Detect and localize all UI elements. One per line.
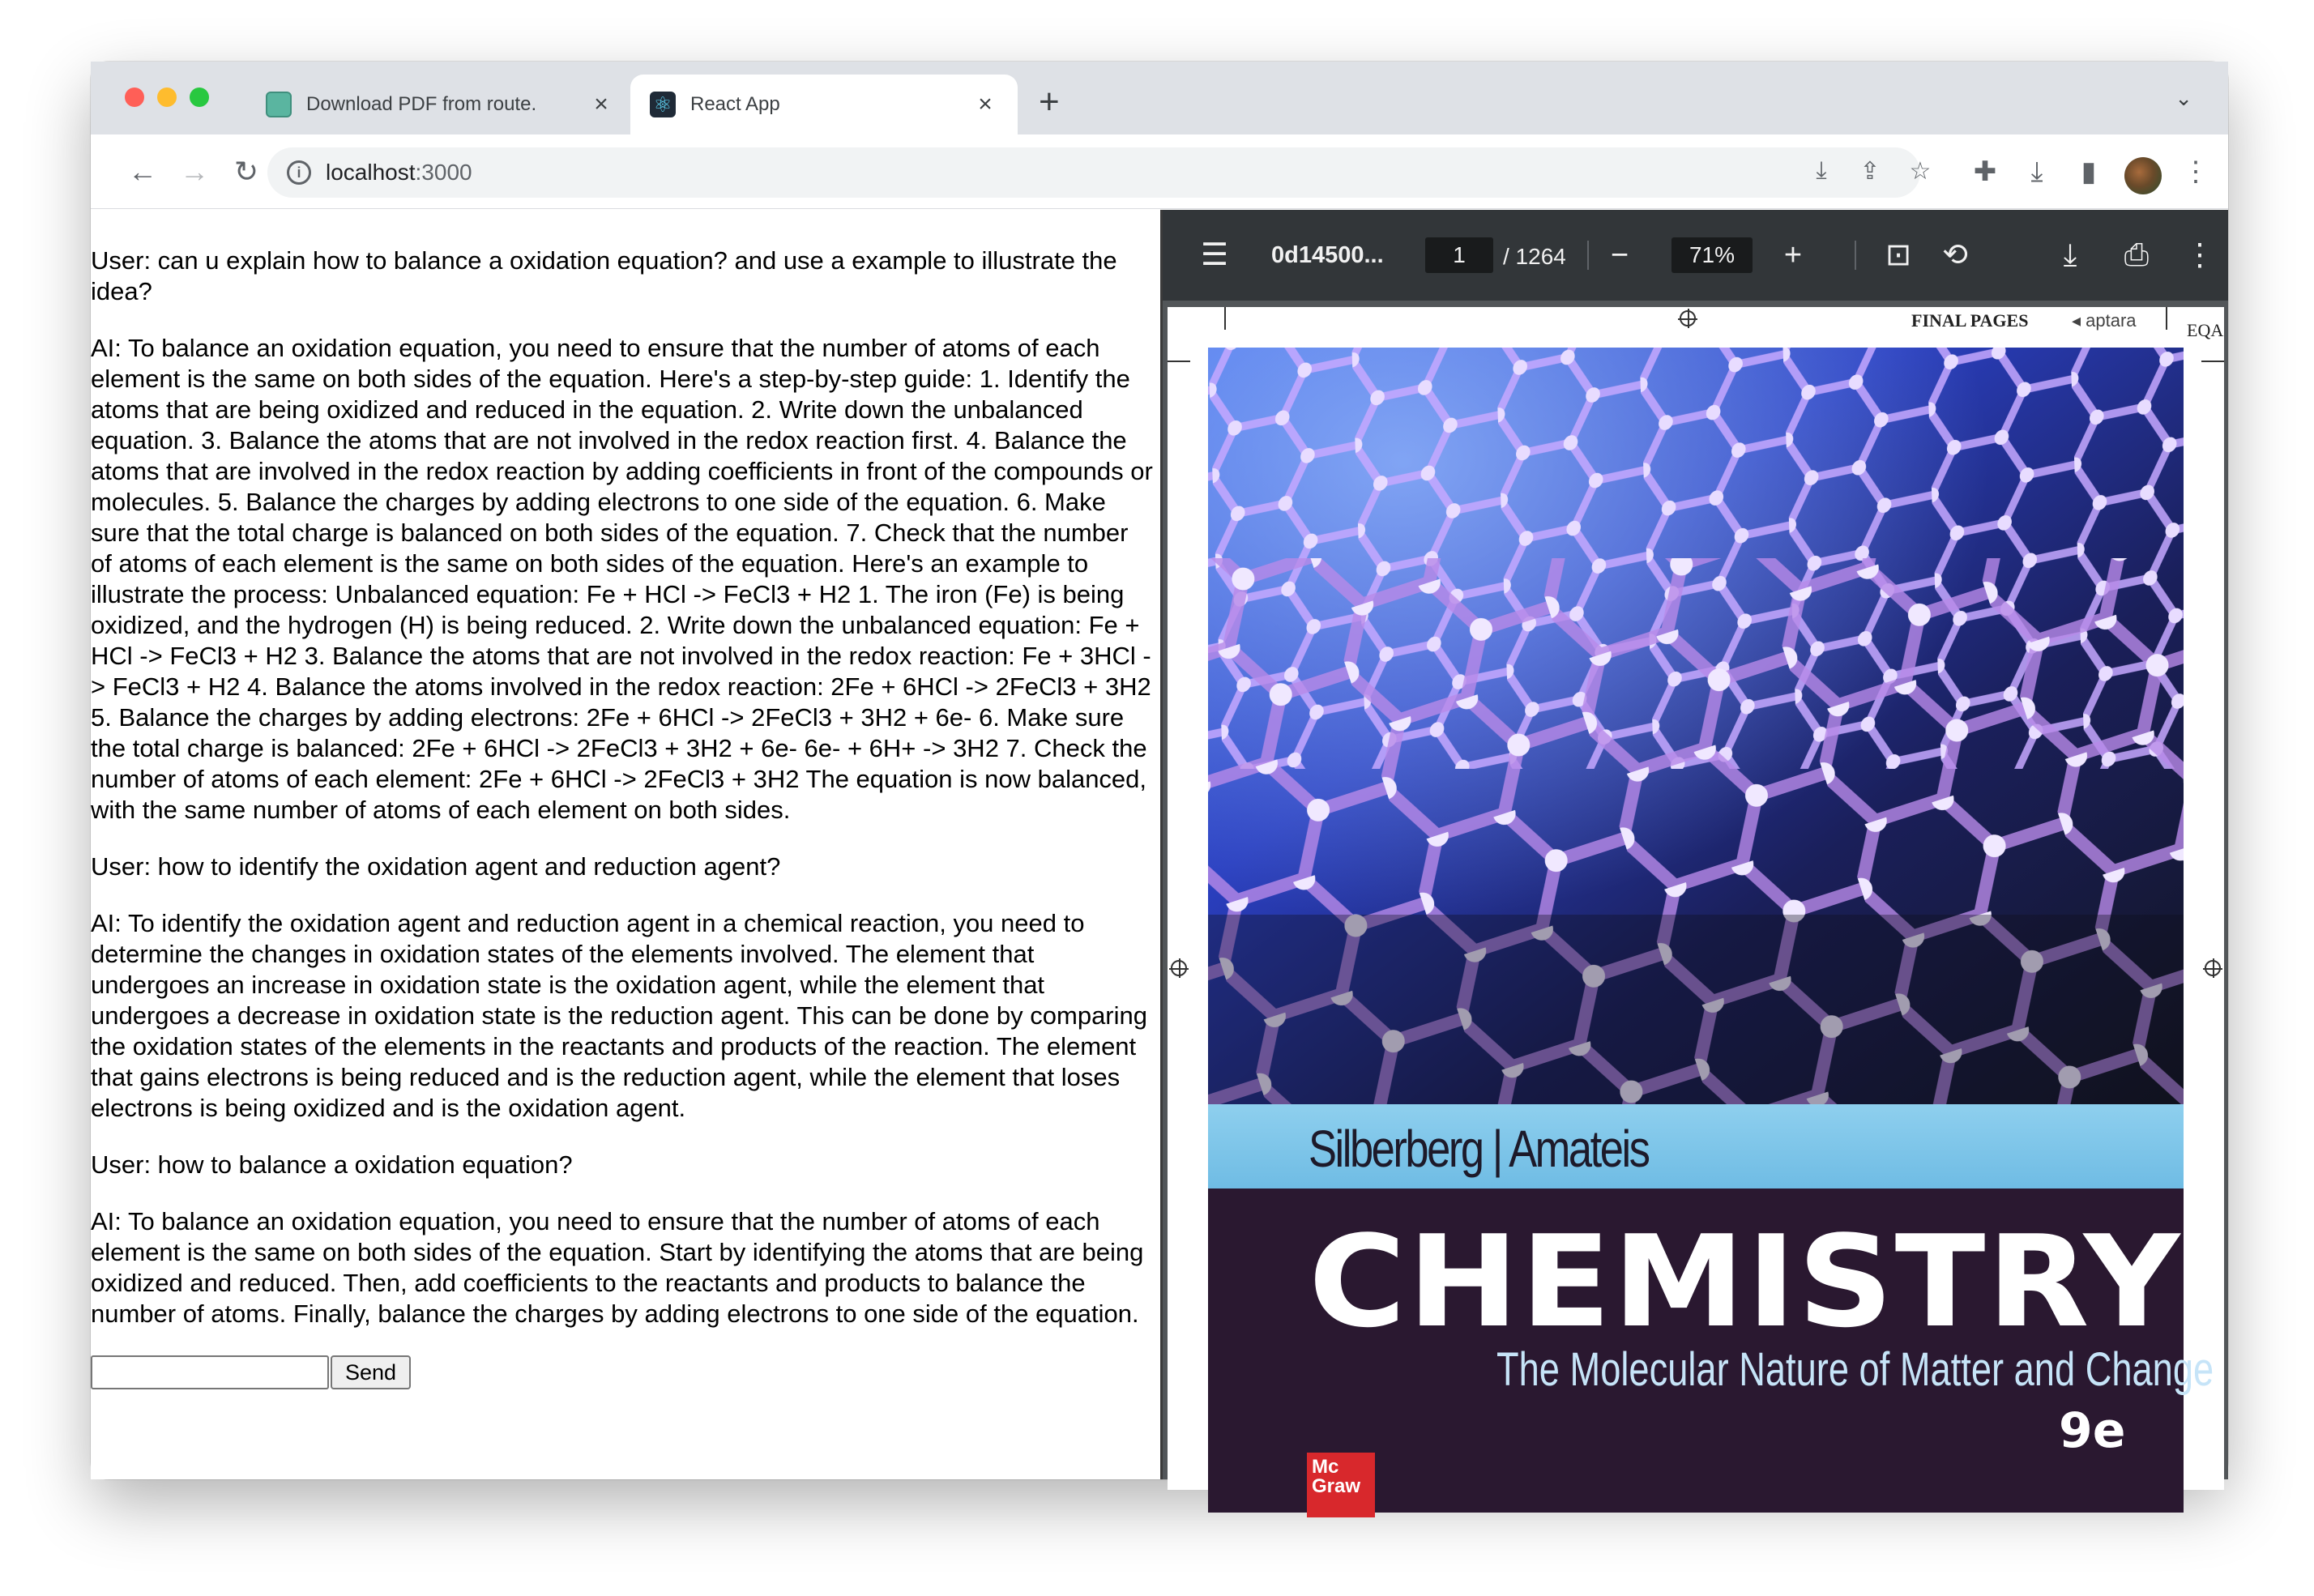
cover-edition: 9e [2059, 1402, 2126, 1459]
chat-message-user: User: can u explain how to balance a oxidation equation? and use a example to illustrate the idea? [91, 246, 1117, 305]
chat-panel [91, 210, 1160, 1479]
share-icon[interactable]: ⇪ [1859, 158, 1881, 185]
registration-mark-icon [2205, 960, 2221, 976]
zoom-level-input[interactable] [1671, 237, 1753, 273]
kebab-menu-icon[interactable]: ⋮ [2182, 156, 2209, 187]
profile-avatar[interactable] [2124, 157, 2162, 194]
aptara-logo: ◂ aptara [2072, 310, 2137, 331]
side-panel-icon[interactable]: ▮ [2081, 156, 2097, 187]
tab-strip [91, 62, 2228, 134]
pdf-viewer [1160, 210, 2228, 1497]
cover-subtitle: The Molecular Nature of Matter and Change [1496, 1343, 2214, 1396]
toolbar-divider [1587, 241, 1589, 270]
toolbar-divider [1855, 241, 1856, 270]
fit-to-page-icon[interactable]: ⊡ [1885, 238, 1911, 272]
forward-arrow-icon[interactable]: → [180, 155, 209, 188]
chat-message-ai: AI: To balance an oxidation equation, you need to ensure that the number of atoms of each element is the same on both sides of the equation. Start by identifying the atoms that are being oxidized and reduced. Then, add coefficients to the reactants and products to balance the number of atoms. Finally, balance the charges by adding electrons to one side of the equation. [91, 1207, 1144, 1328]
tab-title: Download PDF from route. [306, 93, 537, 115]
address-bar[interactable] [267, 147, 1932, 198]
react-icon: ⚛ [650, 92, 676, 117]
window-close-button[interactable] [125, 87, 144, 107]
send-button[interactable]: Send [331, 1355, 411, 1389]
final-pages-mark: FINAL PAGES [1911, 310, 2029, 331]
hamburger-menu-icon[interactable]: ☰ [1200, 238, 1229, 272]
chat-message-user: User: how to identify the oxidation agent and reduction agent? [91, 852, 781, 881]
crop-mark [1224, 307, 1226, 330]
browser-window [91, 62, 2228, 1497]
crop-mark [1168, 361, 1190, 362]
zoom-out-icon[interactable]: − [1610, 238, 1629, 272]
tab-react-app[interactable] [630, 75, 1018, 134]
download-icon[interactable]: ⤓ [2063, 238, 2077, 272]
reload-icon[interactable]: ↻ [233, 155, 259, 188]
new-tab-button[interactable]: + [1039, 82, 1060, 122]
chat-form [91, 1355, 1155, 1389]
eqa-mark: EQA [2187, 320, 2224, 340]
crop-mark [2166, 307, 2167, 330]
page-content [91, 210, 2228, 1497]
zoom-in-icon[interactable]: + [1783, 238, 1803, 272]
pdf-toolbar [1163, 210, 2228, 301]
url-host: localhost [326, 160, 416, 185]
chevron-down-icon[interactable]: ⌄ [2175, 86, 2192, 110]
back-arrow-icon[interactable]: ← [128, 155, 157, 188]
aptara-label: aptara [2086, 310, 2137, 331]
bookmark-star-icon[interactable]: ☆ [1909, 158, 1932, 185]
chat-message-ai: AI: To identify the oxidation agent and reduction agent in a chemical reaction, you need to determine the changes in oxidation states of the elements involved. The element that undergoes an increase in oxidation state is the oxidation agent, while the element that undergoes a decrease in oxidation state is the reduction agent. This can be done by comparing the oxidation states of the elements in the reactants and products of the reaction. The element that gains electrons is being reduced and is the reduction agent, while the element that loses electrons is being oxidized and is the oxidation agent. [91, 909, 1147, 1122]
cover-molecular-art [1208, 348, 2184, 1109]
chat-message-ai: AI: To balance an oxidation equation, you need to ensure that the number of atoms of each element is the same on both sides of the equation. Here's a step-by-step guide: 1. Identify the atoms that are being oxidized and reduced in the equation. 2. Write down the unbalanced equation. 3. Balance the atoms that are not involved in the redox reaction first. 4. Balance the atoms that are involved in the redox reaction by adding coefficients in front of the compounds or molecules. 5. Balance the charges by adding electrons to one side of the equation. 6. Make sure that the total charge is balanced on both sides of the equation. 7. Check that the number of atoms of each element is the same on both sides of the equation. Here's an example to illustrate the process: Unbalanced equation: Fe + HCl -> FeCl3 + H2 1. The iron (Fe) is being oxidized, and the hydrogen (H) is being reduced. 2. Write down the unbalanced equation: Fe + HCl -> FeCl3 + H2 3. Balance the atoms that are not involved in the redox reaction: Fe + 3HCl -> FeCl3 + H2 4. Balance the atoms involved in the redox reaction: 2Fe + 6HCl -> 2FeCl3 + 3H2 5. Balance the charges by adding electrons: 2Fe + 6HCl -> 2FeCl3 + 3H2 + 6e- 6. Make sure the total charge is balanced: 2Fe + 6HCl -> 2FeCl3 + 3H2 + 6e- 6e- + 6H+ -> 3H2 7. Check the number of atoms of each element: 2Fe + 6HCl -> 2FeCl3 + 3H2 The equation is now balanced, with the same number of atoms of each element on both sides. [91, 334, 1153, 824]
tab-title: React App [690, 93, 780, 115]
browser-toolbar [91, 134, 2228, 209]
cover-authors: Silberberg | Amateis [1309, 1120, 1649, 1178]
chat-input[interactable] [91, 1355, 329, 1389]
puzzle-extensions-icon[interactable]: ✚ [1973, 156, 1997, 187]
window-maximize-button[interactable] [190, 87, 209, 107]
cover-title-block [1208, 1188, 2214, 1513]
book-cover [1208, 348, 2214, 1498]
crop-mark [2201, 361, 2224, 362]
tab-download-pdf[interactable] [246, 75, 634, 134]
page-total: / 1264 [1503, 244, 1566, 269]
pdf-title: 0d14500... [1271, 242, 1384, 268]
install-app-icon[interactable]: ⤓ [1816, 157, 1827, 184]
cover-title: CHEMISTRY [1309, 1208, 2182, 1355]
kebab-menu-icon[interactable]: ⋮ [2184, 238, 2215, 272]
print-icon[interactable]: ⎙ [2124, 238, 2150, 272]
publisher-logo: Mc Graw [1307, 1453, 1375, 1517]
download-icon[interactable]: ⤓ [2030, 156, 2043, 187]
cover-author-band [1208, 1104, 2184, 1188]
page-number-input[interactable] [1425, 237, 1493, 273]
info-icon[interactable]: i [287, 160, 311, 185]
rotate-icon[interactable]: ⟲ [1942, 238, 1968, 272]
url-port: :3000 [415, 160, 472, 185]
registration-mark-icon [1171, 960, 1187, 976]
chat-message-user: User: how to balance a oxidation equation? [91, 1150, 573, 1179]
close-icon[interactable]: × [978, 91, 993, 117]
registration-mark-icon [1680, 310, 1696, 326]
window-minimize-button[interactable] [157, 87, 177, 107]
pdf-page[interactable] [1168, 307, 2224, 1497]
close-icon[interactable]: × [594, 91, 608, 117]
chatgpt-icon [266, 92, 292, 117]
